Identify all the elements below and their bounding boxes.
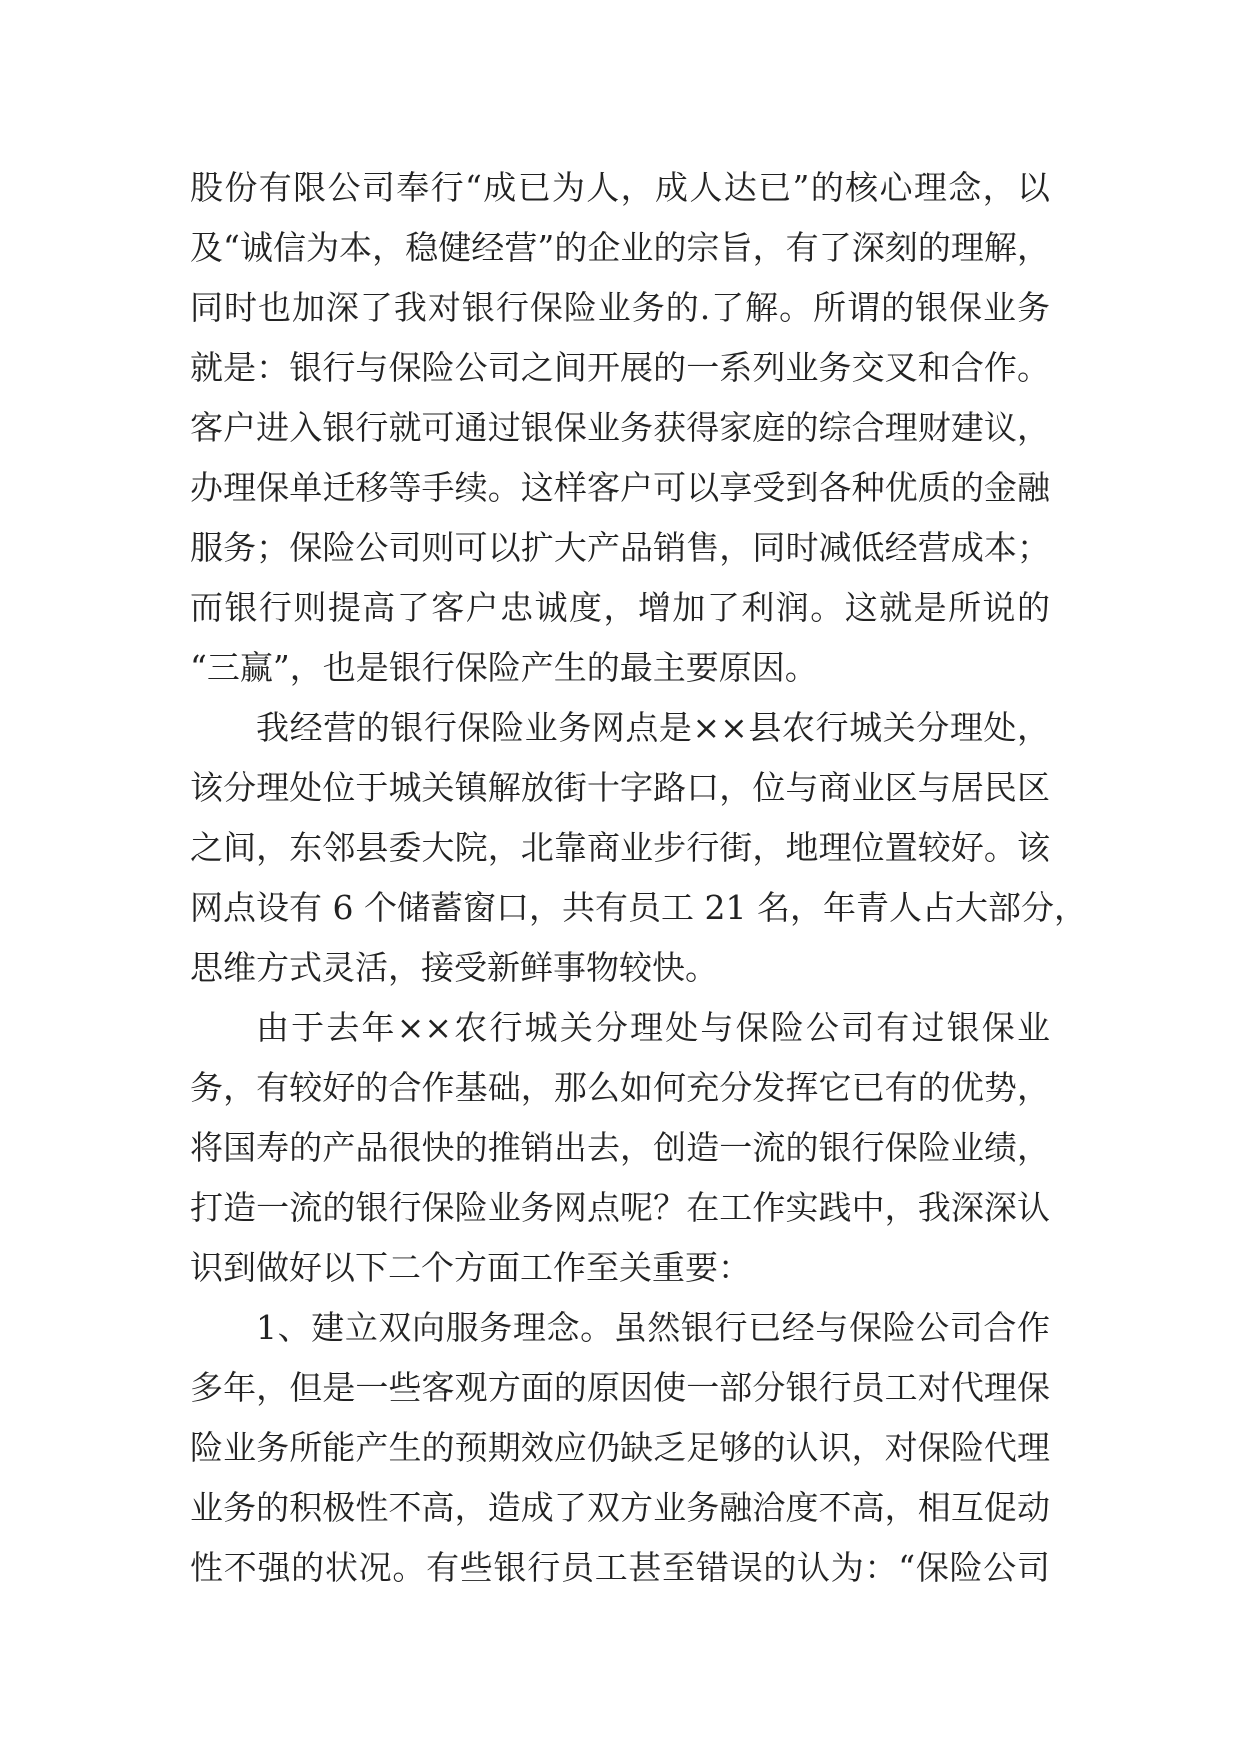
text-line: 险业务所能产生的预期效应仍缺乏足够的认识，对保险代理: [190, 1428, 1050, 1467]
text-line: 网点设有 6 个储蓄窗口，共有员工 21 名，年青人占大部分，: [190, 888, 1087, 927]
text-line: 服务；保险公司则可以扩大产品销售，同时减低经营成本；: [190, 528, 1050, 567]
text-line: 思维方式灵活，接受新鲜事物较快。: [190, 948, 718, 987]
text-line: 业务的积极性不高，造成了双方业务融洽度不高，相互促动: [190, 1488, 1050, 1527]
text-line: 识到做好以下二个方面工作至关重要：: [190, 1248, 751, 1287]
text-line: 多年，但是一些客观方面的原因使一部分银行员工对代理保: [190, 1368, 1050, 1407]
text-line: 股份有限公司奉行“成已为人，成人达已”的核心理念，以: [190, 168, 1050, 207]
text-line: 同时也加深了我对银行保险业务的.了解。所谓的银保业务: [190, 288, 1050, 327]
text-line: 及“诚信为本，稳健经营”的企业的宗旨，有了深刻的理解，: [190, 228, 1050, 267]
text-line: 将国寿的产品很快的推销出去，创造一流的银行保险业绩，: [190, 1128, 1050, 1167]
body-text: [190, 158, 1087, 1598]
text-line: 之间，东邻县委大院，北靠商业步行街，地理位置较好。该: [190, 828, 1050, 867]
text-line: 务，有较好的合作基础，那么如何充分发挥它已有的优势，: [190, 1068, 1050, 1107]
text-line: 打造一流的银行保险业务网点呢？在工作实践中，我深深认: [190, 1188, 1050, 1227]
text-line: 性不强的状况。有些银行员工甚至错误的认为：“保险公司: [190, 1548, 1050, 1587]
text-line: “三赢”，也是银行保险产生的最主要原因。: [190, 648, 818, 687]
text-line: 1、建立双向服务理念。虽然银行已经与保险公司合作: [256, 1308, 1050, 1347]
text-line: 客户进入银行就可通过银保业务获得家庭的综合理财建议，: [190, 408, 1050, 447]
text-line: 办理保单迁移等手续。这样客户可以享受到各种优质的金融: [190, 468, 1050, 507]
text-line: 该分理处位于城关镇解放街十字路口，位与商业区与居民区: [190, 768, 1050, 807]
text-line: 就是：银行与保险公司之间开展的一系列业务交叉和合作。: [190, 348, 1050, 387]
text-line: 由于去年××农行城关分理处与保险公司有过银保业: [256, 1008, 1050, 1047]
text-line: 我经营的银行保险业务网点是××县农行城关分理处，: [256, 708, 1050, 747]
text-line: 而银行则提高了客户忠诚度，增加了利润。这就是所说的: [190, 588, 1050, 627]
